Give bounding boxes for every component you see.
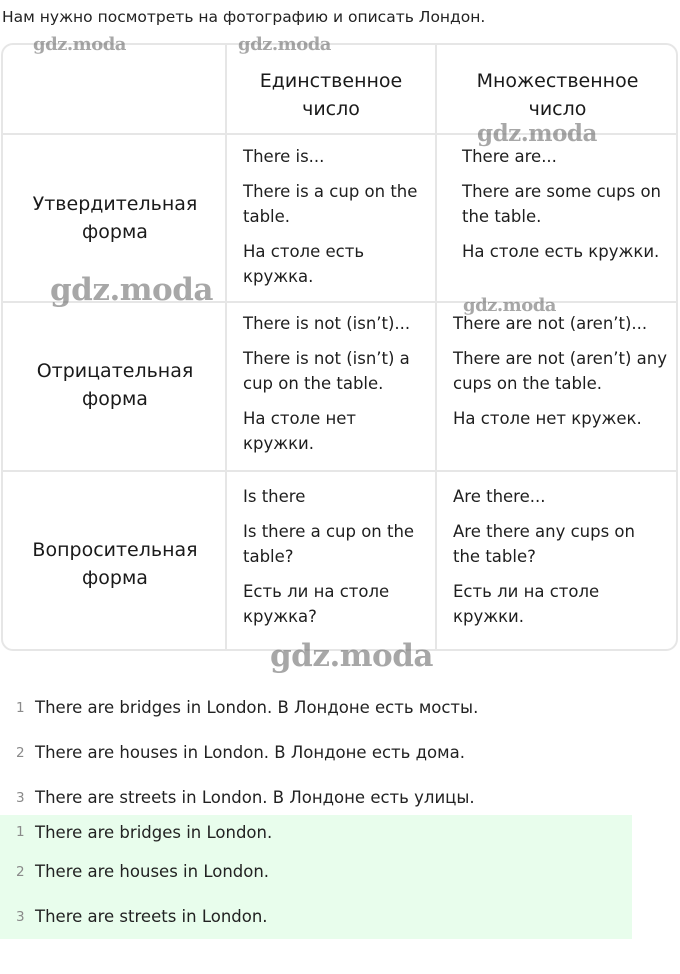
watermark: gdz.moda [238, 34, 331, 55]
cell-line: There is not (isn’t) a cup on the table. [243, 349, 410, 393]
cell-line: На столе нет кружки. [243, 409, 357, 453]
cell-interrogative-plural [453, 484, 653, 639]
cell-line: There is not (isn’t)... [243, 314, 411, 333]
examples-list [0, 685, 680, 820]
row-label-interrogative: Вопросительная форма [32, 539, 198, 589]
cell-affirmative-singular [243, 144, 423, 299]
header-singular: Единственное число [259, 70, 403, 120]
watermark: gdz.moda [477, 120, 597, 147]
cell-line: Есть ли на столе кружка? [243, 582, 390, 626]
cell-line: На столе нет кружек. [453, 409, 642, 428]
list-item [0, 894, 632, 939]
cell-line: There are not (aren’t) any cups on the table. [453, 349, 668, 393]
cell-line: There are not (aren’t)... [453, 314, 648, 333]
answers-block [0, 815, 632, 939]
list-item [0, 730, 680, 775]
header-plural: Множественное число [476, 70, 639, 120]
list-item [0, 775, 680, 820]
list-text: There are houses in London. [35, 862, 270, 881]
row-label-affirmative: Утвердительная форма [32, 193, 198, 243]
watermark: gdz.moda [463, 295, 556, 316]
cell-interrogative-singular [243, 484, 423, 639]
watermark: gdz.moda [33, 34, 126, 55]
list-item [0, 815, 632, 849]
cell-line: На столе есть кружка. [243, 242, 365, 286]
cell-line: Are there any cups on the table? [453, 522, 635, 566]
list-number: 2 [16, 863, 25, 880]
cell-affirmative-plural [462, 144, 667, 274]
cell-line: Is there [243, 487, 306, 506]
row-label-negative: Отрицательная форма [36, 360, 194, 410]
column-divider [435, 45, 437, 649]
list-number: 1 [16, 824, 25, 840]
list-item [0, 849, 632, 894]
watermark: gdz.moda [270, 638, 433, 674]
row-divider [3, 470, 676, 472]
cell-negative-plural [453, 311, 671, 441]
list-text: There are houses in London. В Лондоне есть дома. [35, 743, 465, 762]
list-item [0, 685, 680, 730]
cell-line: Is there a cup on the table? [243, 522, 415, 566]
cell-negative-singular [243, 311, 423, 466]
cell-line: There is a cup on the table. [243, 182, 418, 226]
cell-line: There are some cups on the table. [462, 182, 661, 226]
list-number: 1 [16, 699, 25, 716]
list-text: There are streets in London. В Лондоне есть улицы. [35, 788, 475, 807]
list-text: There are bridges in London. В Лондоне есть мосты. [35, 698, 479, 717]
cell-line: There are... [462, 147, 557, 166]
list-number: 2 [16, 744, 25, 761]
cell-line: На столе есть кружки. [462, 242, 660, 261]
list-text: There are bridges in London. [35, 822, 273, 842]
watermark: gdz.moda [50, 272, 213, 308]
cell-line: Are there... [453, 487, 546, 506]
cell-line: There is... [243, 147, 325, 166]
intro-text: Нам нужно посмотреть на фотографию и описать Лондон. [2, 8, 486, 26]
cell-line: Есть ли на столе кружки. [453, 582, 600, 626]
list-number: 3 [16, 789, 25, 806]
list-text: There are streets in London. [35, 907, 268, 926]
list-number: 3 [16, 908, 25, 925]
